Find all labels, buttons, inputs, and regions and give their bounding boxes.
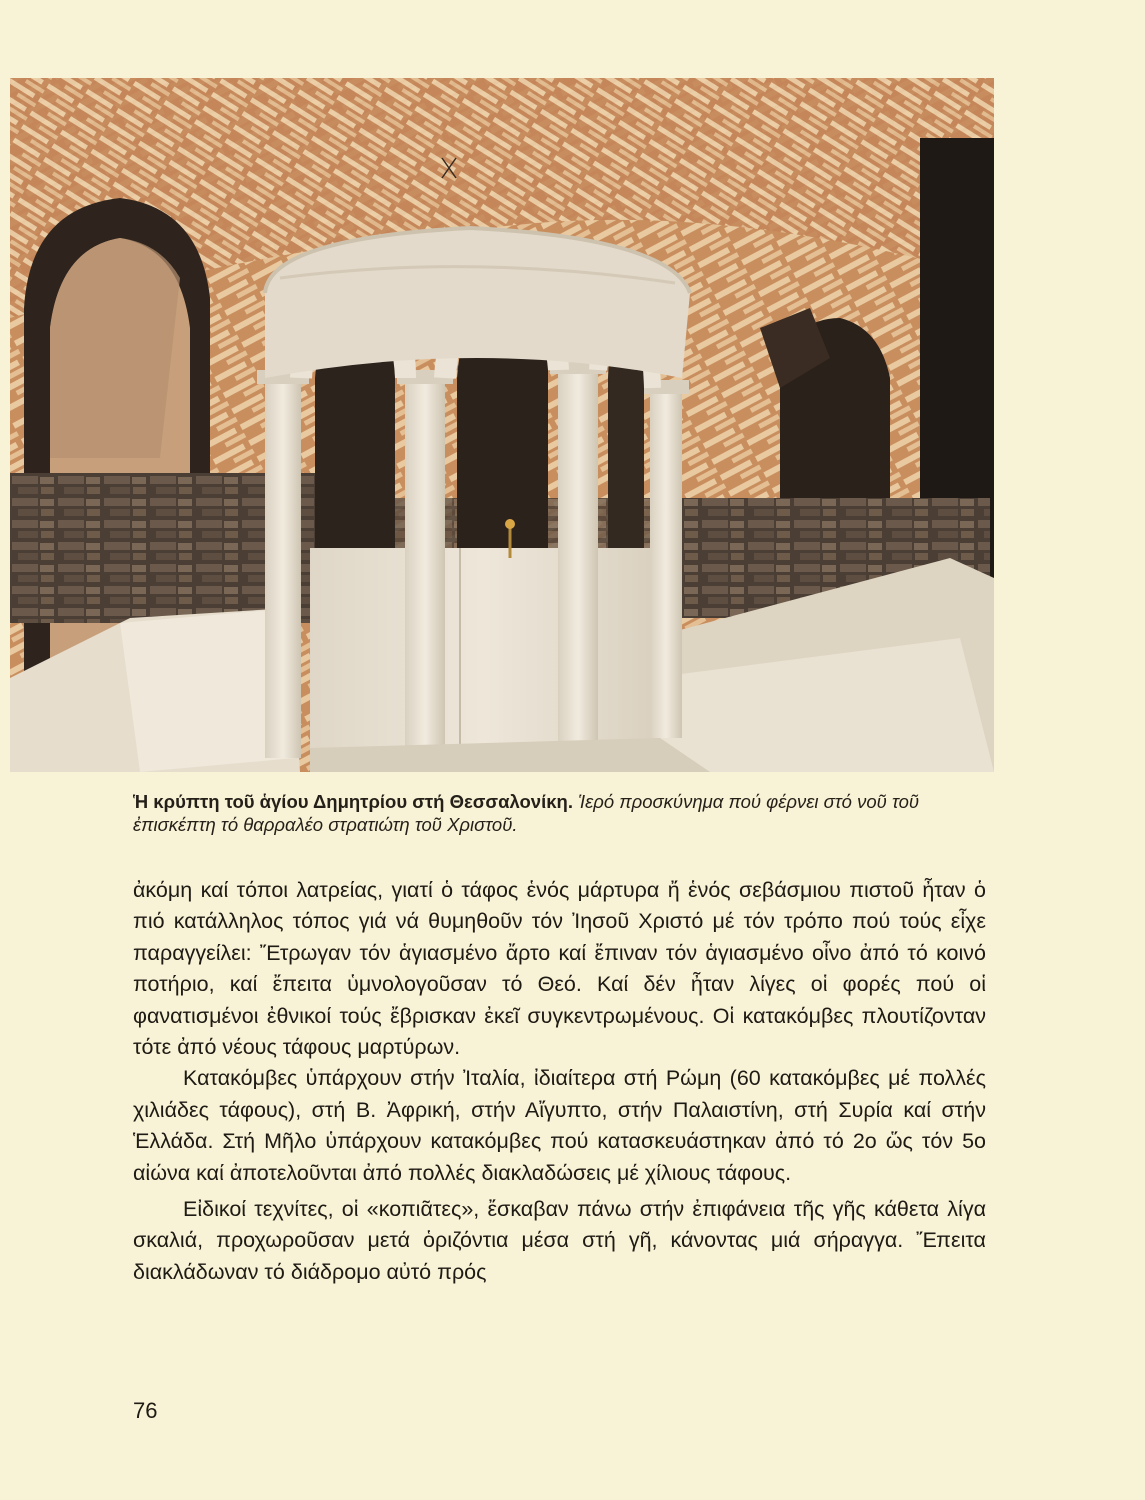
body-text — [133, 875, 986, 1288]
paragraph-1: ἀκόμη καί τόποι λατρείας, γιατί ὁ τάφος ἑνός μάρτυρα ἤ ἑνός σεβάσμιου πιστοῦ ἦταν ὁ πιό κατάλληλος τόπος γιά νά θυμηθοῦν τόν Ἰησοῦ Χριστό μέ τόν τρόπο πού τούς εἶχε παραγγείλει: Ἔτρωγαν τόν ἁγιασμένο ἄρτο καί ἔπιναν τόν ἁγιασμένο οἶνο ἀπό τό κοινό ποτήριο, καί ἔπειτα ὑμνολογοῦσαν τό Θεό. Καί δέν ἦταν λίγες οἱ φορές πού οἱ φανατισμένοι ἐθνικοί τούς ἔβρισκαν ἐκεῖ συγκεντρωμένους. Οἱ κατακόμβες πλουτίζονταν τότε ἀπό νέους τάφους μαρτύρων. — [133, 878, 986, 1060]
crypt-illustration — [10, 78, 994, 772]
paragraph-3: Εἰδικοί τεχνίτες, οἱ «κοπιᾶτες», ἔσκαβαν πάνω στήν ἐπιφάνεια τῆς γῆς κάθετα λίγα σκαλιά, προχωροῦσαν μετά ὁριζόντια μέσα στή γῆ, κάνοντας μιά σήραγγα. Ἔπειτα διακλάδωναν τό διάδρομο αὐτό πρός — [133, 1197, 986, 1284]
photo-caption — [133, 790, 993, 836]
crypt-photo — [10, 78, 994, 772]
caption-title: Ἡ κρύπτη τοῦ ἁγίου Δημητρίου στή Θεσσαλονίκη. — [133, 791, 573, 812]
page-number: 76 — [133, 1398, 158, 1423]
caption-description: Ἱερό προσκύνημα πού φέρνει στό νοῦ τοῦ ἐπισκέπτη τό θαρραλέο στρατιώτη τοῦ Χριστοῦ. — [133, 791, 920, 835]
paragraph-2: Κατακόμβες ὑπάρχουν στήν Ἰταλία, ἰδιαίτερα στή Ρώμη (60 κατακόμβες μέ πολλές χιλιάδες τάφους), στή Β. Ἀφρική, στήν Αἴγυπτο, στήν Παλαιστίνη, στή Συρία καί στήν Ἑλλάδα. Στή Μῆλο ὑπάρχουν κατακόμβες πού κατασκευάστηκαν ἀπό τό 2ο ὥς τόν 5ο αἰώνα καί ἀποτελοῦνται ἀπό πολλές διακλαδώσεις μέ χίλιους τάφους. — [133, 1066, 986, 1185]
